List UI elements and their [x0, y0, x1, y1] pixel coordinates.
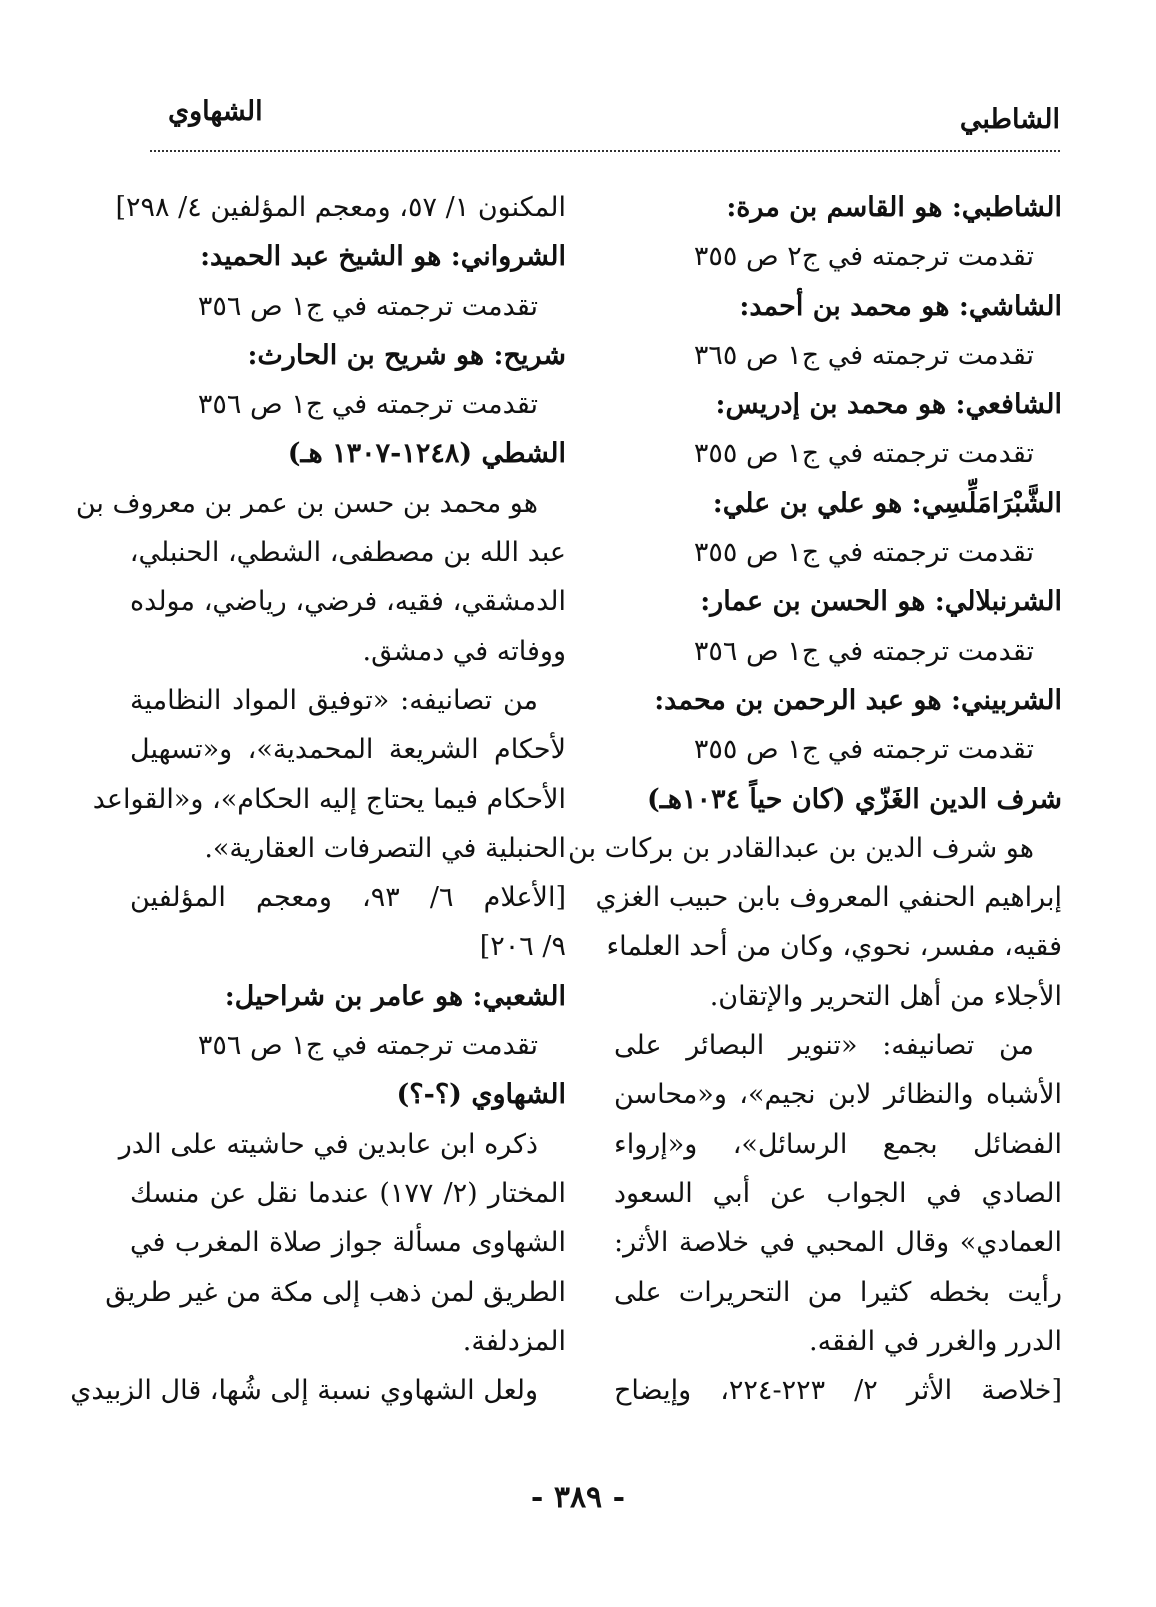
paragraph-line: الأشباه والنظائر لابن نجيم»، و«محاسن	[614, 1079, 1062, 1111]
cross-reference-line: تقدمت ترجمته في ج١ ص ٣٥٦	[693, 635, 1034, 667]
paragraph-line: الطريق لمن ذهب إلى مكة من غير طريق	[105, 1276, 566, 1308]
cross-reference-line: تقدمت ترجمته في ج١ ص ٣٥٥	[693, 438, 1034, 470]
entry-heading: شريح: هو شريح بن الحارث:	[247, 339, 566, 371]
header-left-title: الشهاوي	[168, 96, 263, 127]
entry-heading: الشرواني: هو الشيخ عبد الحميد:	[200, 241, 566, 273]
paragraph-line: ذكره ابن عابدين في حاشيته على الدر	[118, 1128, 538, 1160]
paragraph-line: ووفاته في دمشق.	[362, 635, 566, 667]
paragraph-line: عبد الله بن مصطفى، الشطي، الحنبلي،	[129, 537, 566, 569]
cross-reference-line: تقدمت ترجمته في ج١ ص ٣٥٦	[197, 290, 538, 322]
paragraph-line: الدرر والغرر في الفقه.	[809, 1325, 1062, 1357]
paragraph-line: ٩/ ٢٠٦]	[479, 931, 566, 963]
paragraph-line: المختار (٢/ ١٧٧) عندما نقل عن منسك	[130, 1177, 567, 1209]
page-number: - ٣٨٩ -	[530, 1480, 626, 1515]
cross-reference-line: تقدمت ترجمته في ج٢ ص ٣٥٥	[693, 241, 1034, 273]
paragraph-line: من تصانيفه: «توفيق المواد النظامية	[130, 684, 538, 716]
entry-heading: الشاشي: هو محمد بن أحمد:	[739, 290, 1062, 322]
header-right-title: الشاطبي	[959, 104, 1060, 135]
paragraph-line: المكنون ١/ ٥٧، ومعجم المؤلفين ٤/ ٢٩٨]	[115, 192, 566, 223]
cross-reference-line: تقدمت ترجمته في ج١ ص ٣٦٥	[693, 339, 1034, 371]
paragraph-line: هو شرف الدين بن عبدالقادر بن بركات بن	[568, 832, 1034, 864]
paragraph-line: الدمشقي، فقيه، فرضي، رياضي، مولده	[130, 586, 566, 618]
cross-reference-line: تقدمت ترجمته في ج١ ص ٣٥٥	[693, 537, 1034, 569]
entry-heading: الشَّبْرَامَلِّسِي: هو علي بن علي:	[712, 487, 1062, 519]
entry-heading: الشعبي: هو عامر بن شراحيل:	[224, 980, 566, 1012]
paragraph-line: الفضائل بجمع الرسائل»، و«إرواء	[614, 1128, 1062, 1160]
entry-heading: الشهاوي (؟-؟)	[396, 1079, 566, 1111]
paragraph-line: الأجلاء من أهل التحرير والإتقان.	[709, 980, 1062, 1012]
entry-heading: الشرنبلالي: هو الحسن بن عمار:	[700, 586, 1062, 618]
paragraph-line: ولعل الشهاوي نسبة إلى شُها، قال الزبيدي	[70, 1375, 538, 1407]
paragraph-line: الشهاوى مسألة جواز صلاة المغرب في	[130, 1227, 566, 1259]
left-column	[70, 183, 567, 1415]
paragraph-line: رأيت بخطه كثيرا من التحريرات على	[614, 1276, 1062, 1308]
entry-heading: الشربيني: هو عبد الرحمن بن محمد:	[654, 684, 1062, 716]
cross-reference-line: تقدمت ترجمته في ج١ ص ٣٥٥	[693, 734, 1034, 766]
right-column	[568, 183, 1062, 1415]
entry-heading: شرف الدين الغَزّي (كان حياً ١٠٣٤هـ)	[647, 783, 1062, 815]
entry-heading: الشاطبي: هو القاسم بن مرة:	[726, 192, 1062, 223]
paragraph-line: لأحكام الشريعة المحمدية»، و«تسهيل	[130, 734, 566, 766]
paragraph-line: العمادي» وقال المحبي في خلاصة الأثر:	[614, 1227, 1062, 1259]
paragraph-line: [خلاصة الأثر ٢/ ٢٢٣-٢٢٤، وإيضاح	[614, 1375, 1062, 1407]
paragraph-line: إبراهيم الحنفي المعروف بابن حبيب الغزي	[595, 882, 1062, 914]
paragraph-line: المزدلفة.	[462, 1325, 566, 1357]
paragraph-line: الأحكام فيما يحتاج إليه الحكام»، و«القواعد	[92, 783, 566, 815]
entry-heading: الشافعي: هو محمد بن إدريس:	[715, 389, 1062, 421]
paragraph-line: [الأعلام ٦/ ٩٣، ومعجم المؤلفين	[130, 882, 566, 914]
paragraph-line: الصادي في الجواب عن أبي السعود	[614, 1177, 1062, 1209]
paragraph-line: من تصانيفه: «تنوير البصائر على	[614, 1030, 1034, 1062]
cross-reference-line: تقدمت ترجمته في ج١ ص ٣٥٦	[197, 1030, 538, 1062]
cross-reference-line: تقدمت ترجمته في ج١ ص ٣٥٦	[197, 389, 538, 421]
paragraph-line: فقيه، مفسر، نحوي، وكان من أحد العلماء	[606, 931, 1062, 963]
paragraph-line: الحنبلية في التصرفات العقارية».	[204, 832, 566, 864]
running-header	[150, 96, 1060, 152]
paragraph-line: هو محمد بن حسن بن عمر بن معروف بن	[75, 487, 538, 519]
entry-heading: الشطي (١٢٤٨-١٣٠٧ هـ)	[287, 438, 566, 470]
